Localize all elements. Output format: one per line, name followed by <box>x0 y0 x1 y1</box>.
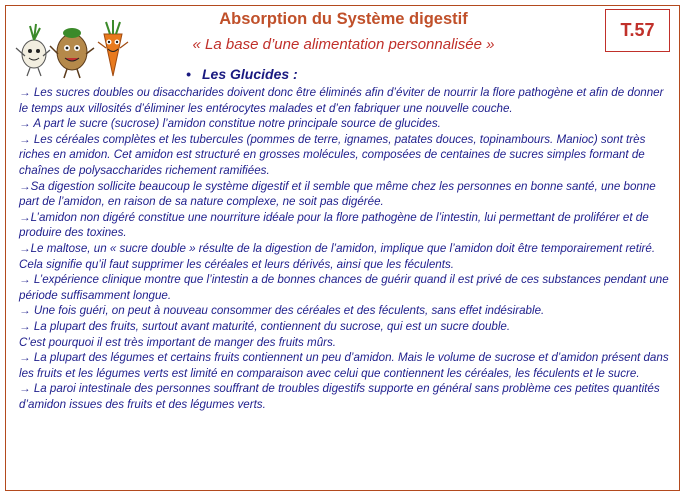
paragraph: → A part le sucre (sucrose) l’amidon constitue notre principale source de glucides. <box>19 117 441 131</box>
paragraph: → La paroi intestinale des personnes souffrant de troubles digestifs supporte en général sans problème ces petites quantités d’amidon issues des fruits et des légumes verts. <box>19 382 660 411</box>
paragraph: →Le maltose, un « sucre double » résulte de la digestion de l’amidon, implique que l’amidon doit être temporairement retiré. Cela signifie qu’il faut supprimer les céréales et leurs dérivés, ainsi que les féculents. <box>19 241 656 271</box>
paragraph: → Les céréales complètes et les tubercules (pommes de terre, ignames, patates douces, topinambours. Manioc) sont très riches en amidon. Cet amidon est structuré en grosses molécules, composées de centaines de sucres simples formant de chaînes de polysaccharides richement ramifiées. <box>19 132 646 177</box>
paragraph: →L’amidon non digéré constitue une nourriture idéale pour la flore pathogène de l’intestin, lui permettant de proliférer et de produire des toxines. <box>19 210 649 240</box>
slide-number-badge: T.57 <box>605 9 670 52</box>
page-title: Absorption du Système digestif <box>219 10 468 28</box>
paragraph: →Sa digestion sollicite beaucoup le système digestif et il semble que même chez les personnes en bonne santé, une bonne part de l’amidon, en raison de sa nature complexe, ne soit pas digérée. <box>19 179 656 209</box>
paragraph: → Une fois guéri, on peut à nouveau consommer des céréales et des féculents, sans effet indésirable. <box>19 304 545 318</box>
paragraph: → Les sucres doubles ou disaccharides doivent donc être éliminés afin d’éviter de nourrir la flore pathogène et afin de donner le temps aux villosités d’éliminer les entérocytes malades et d’en fabriquer une nouvelle couche. <box>19 86 664 115</box>
bullet-icon: • <box>186 66 191 82</box>
paragraph: → La plupart des légumes et certains fruits contiennent un peu d’amidon. Mais le volume de sucrose et d’amidon présent dans les fruits et les légumes verts est limité en comparaison avec celui que contiennent les céréales, les féculents et le sucre. <box>19 351 669 380</box>
body-text <box>19 85 674 412</box>
page-subtitle: « La base d’une alimentation personnalisée » <box>192 36 495 53</box>
paragraph: → L’expérience clinique montre que l’intestin a de bonnes chances de guérir quand il est privé de ces substances pendant une période suffisamment longue. <box>19 273 669 302</box>
section-heading <box>186 66 298 82</box>
section-title: Les Glucides : <box>202 66 298 82</box>
paragraph: → La plupart des fruits, surtout avant maturité, contiennent du sucrose, qui est un sucre double. <box>19 319 511 333</box>
paragraph: C’est pourquoi il est très important de manger des fruits mûrs. <box>19 335 337 349</box>
